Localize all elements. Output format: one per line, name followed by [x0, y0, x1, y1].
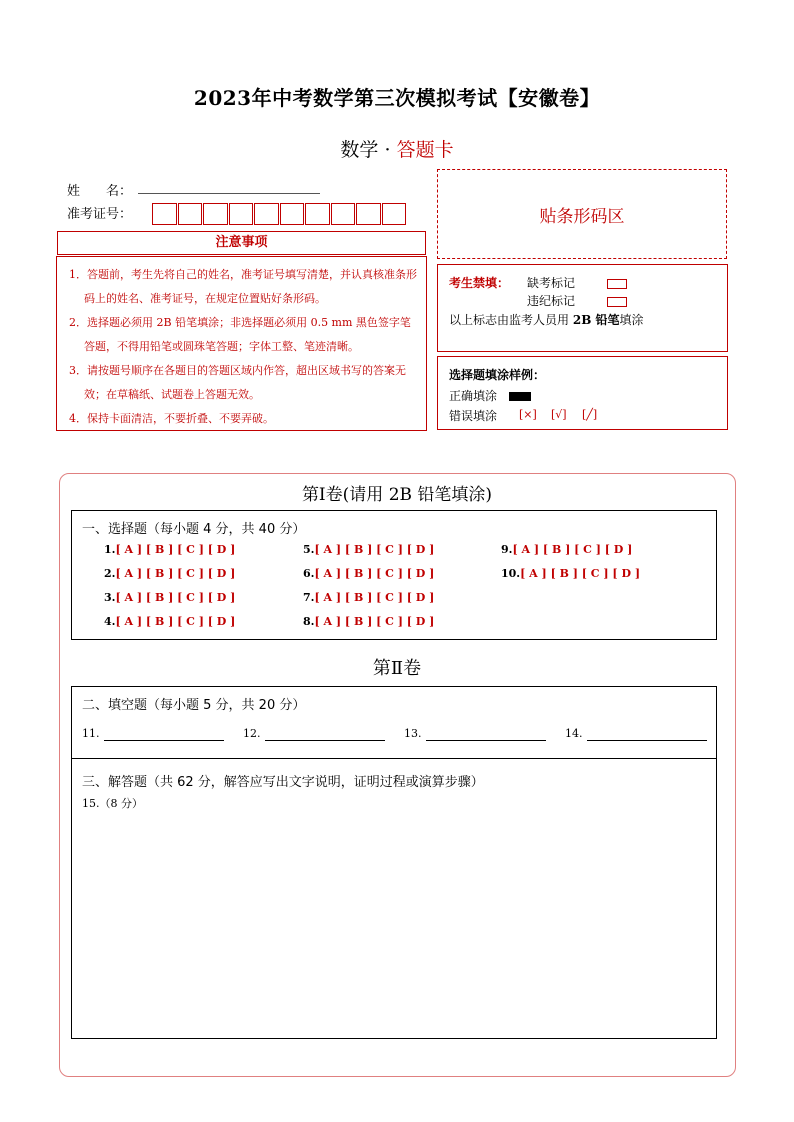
notice-item: 4．保持卡面清洁，不要折叠、不要弄破。: [69, 412, 274, 425]
blank-answer-14[interactable]: [587, 740, 707, 741]
question-number: 3.: [104, 591, 116, 604]
fill-section-label: 二、填空题（每小题 5 分，共 20 分）: [82, 698, 306, 713]
part1-title: 第Ⅰ卷(请用 2B 铅笔填涂): [301, 485, 493, 505]
choice-options[interactable]: [ A ] [ B ] [ C ] [ D ]: [115, 543, 236, 556]
id-digit-box[interactable]: [305, 203, 330, 225]
absent-mark[interactable]: [607, 276, 627, 290]
note-suffix: 填涂: [619, 313, 644, 327]
choice-row-4[interactable]: [104, 615, 235, 628]
choice-options[interactable]: [ A ] [ B ] [ C ] [ D ]: [314, 567, 435, 580]
card-subtitle: [0, 135, 794, 162]
choice-row-1[interactable]: [104, 543, 235, 556]
question-number: 10.: [501, 567, 521, 580]
question-15-label: 15.（8 分）: [82, 797, 143, 810]
correct-label: 正确填涂: [449, 389, 498, 403]
choice-row-8[interactable]: [303, 615, 434, 628]
id-label: 准考证号：: [67, 207, 133, 222]
id-digit-box[interactable]: [178, 203, 203, 225]
choice-row-2[interactable]: [104, 567, 235, 580]
note-bold: 2B 铅笔: [572, 313, 620, 327]
part2-title: 第Ⅱ卷: [372, 658, 422, 679]
question-number: 7.: [303, 591, 315, 604]
note-prefix: 以上标志由监考人员用: [449, 313, 570, 327]
subtitle-dot: ·: [384, 139, 391, 161]
id-digit-box[interactable]: [254, 203, 279, 225]
page-title: 2023年中考数学第三次模拟考试【安徽卷】: [193, 86, 601, 110]
exam-id-field[interactable]: [152, 203, 407, 225]
forbidden-label: 考生禁填：: [449, 276, 510, 290]
wrong-mark-cross: [×]: [519, 408, 537, 421]
notice-heading: 注意事项: [57, 231, 426, 255]
blank-number-12: 12.: [243, 727, 261, 740]
wrong-mark-check: [√]: [551, 408, 567, 421]
id-digit-box[interactable]: [382, 203, 407, 225]
wrong-mark-slash: [╱]: [582, 408, 598, 421]
blank-number-11: 11.: [82, 727, 100, 740]
id-digit-box[interactable]: [280, 203, 305, 225]
violation-label: 违纪标记: [527, 294, 576, 308]
choice-options[interactable]: [ A ] [ B ] [ C ] [ D ]: [314, 543, 435, 556]
id-digit-box[interactable]: [331, 203, 356, 225]
subject-label: 数学: [340, 139, 379, 161]
violation-mark[interactable]: [607, 294, 627, 308]
examiner-note: [449, 311, 644, 328]
notice-item: 2．选择题必须用 2B 铅笔填涂；非选择题必须用 0.5 mm 黑色签字笔答题，不得用铅笔或圆珠笔答题；字体工整、笔迹清晰。: [69, 316, 411, 353]
choice-section-label: 一、选择题（每小题 4 分，共 40 分）: [82, 522, 306, 537]
id-digit-box[interactable]: [229, 203, 254, 225]
choice-options[interactable]: [ A ] [ B ] [ C ] [ D ]: [314, 591, 435, 604]
choice-options[interactable]: [ A ] [ B ] [ C ] [ D ]: [520, 567, 641, 580]
notice-list: [56, 256, 427, 431]
choice-row-5[interactable]: [303, 543, 434, 556]
fill-sample-box: [437, 356, 728, 430]
id-digit-box[interactable]: [203, 203, 228, 225]
question-number: 2.: [104, 567, 116, 580]
notice-item: 3．请按题号顺序在各题目的答题区域内作答，超出区域书写的答案无效；在草稿纸、试题卷上答题无效。: [69, 364, 406, 401]
sample-label: 选择题填涂样例：: [449, 368, 546, 382]
question-number: 8.: [303, 615, 315, 628]
examiner-marks-box: [437, 264, 728, 352]
notice-item: 1．答题前，考生先将自己的姓名，准考证号填写清楚，并认真核准条形码上的姓名、准考证号，在规定位置贴好条形码。: [69, 268, 417, 305]
choice-row-9[interactable]: [501, 543, 632, 556]
choice-options[interactable]: [ A ] [ B ] [ C ] [ D ]: [115, 591, 236, 604]
multiple-choice-section: [71, 510, 717, 640]
blank-answer-13[interactable]: [426, 740, 546, 741]
choice-row-3[interactable]: [104, 591, 235, 604]
choice-row-10[interactable]: [501, 567, 640, 580]
choice-options[interactable]: [ A ] [ B ] [ C ] [ D ]: [115, 615, 236, 628]
choice-options[interactable]: [ A ] [ B ] [ C ] [ D ]: [512, 543, 633, 556]
name-label: 姓 名：: [67, 184, 133, 199]
barcode-label: 贴条形码区: [539, 206, 625, 227]
barcode-area: [437, 169, 727, 259]
solve-section-label: 三、解答题（共 62 分，解答应写出文字说明，证明过程或演算步骤）: [82, 775, 484, 790]
choice-options[interactable]: [ A ] [ B ] [ C ] [ D ]: [115, 567, 236, 580]
question-number: 5.: [303, 543, 315, 556]
question-number: 4.: [104, 615, 116, 628]
choice-row-6[interactable]: [303, 567, 434, 580]
id-digit-box[interactable]: [152, 203, 177, 225]
question-number: 6.: [303, 567, 315, 580]
answer-card-label: 答题卡: [396, 139, 454, 161]
choice-row-7[interactable]: [303, 591, 434, 604]
question-number: 1.: [104, 543, 116, 556]
blank-answer-11[interactable]: [104, 740, 224, 741]
solution-section[interactable]: [71, 759, 717, 1039]
blank-number-13: 13.: [404, 727, 422, 740]
question-number: 9.: [501, 543, 513, 556]
wrong-label: 错误填涂: [449, 409, 498, 423]
blank-answer-12[interactable]: [265, 740, 385, 741]
blank-number-14: 14.: [565, 727, 583, 740]
id-digit-box[interactable]: [356, 203, 381, 225]
correct-fill-example: [509, 389, 531, 403]
fill-blank-section: [71, 686, 717, 759]
name-field[interactable]: [138, 193, 320, 194]
absent-label: 缺考标记: [527, 276, 576, 290]
choice-options[interactable]: [ A ] [ B ] [ C ] [ D ]: [314, 615, 435, 628]
